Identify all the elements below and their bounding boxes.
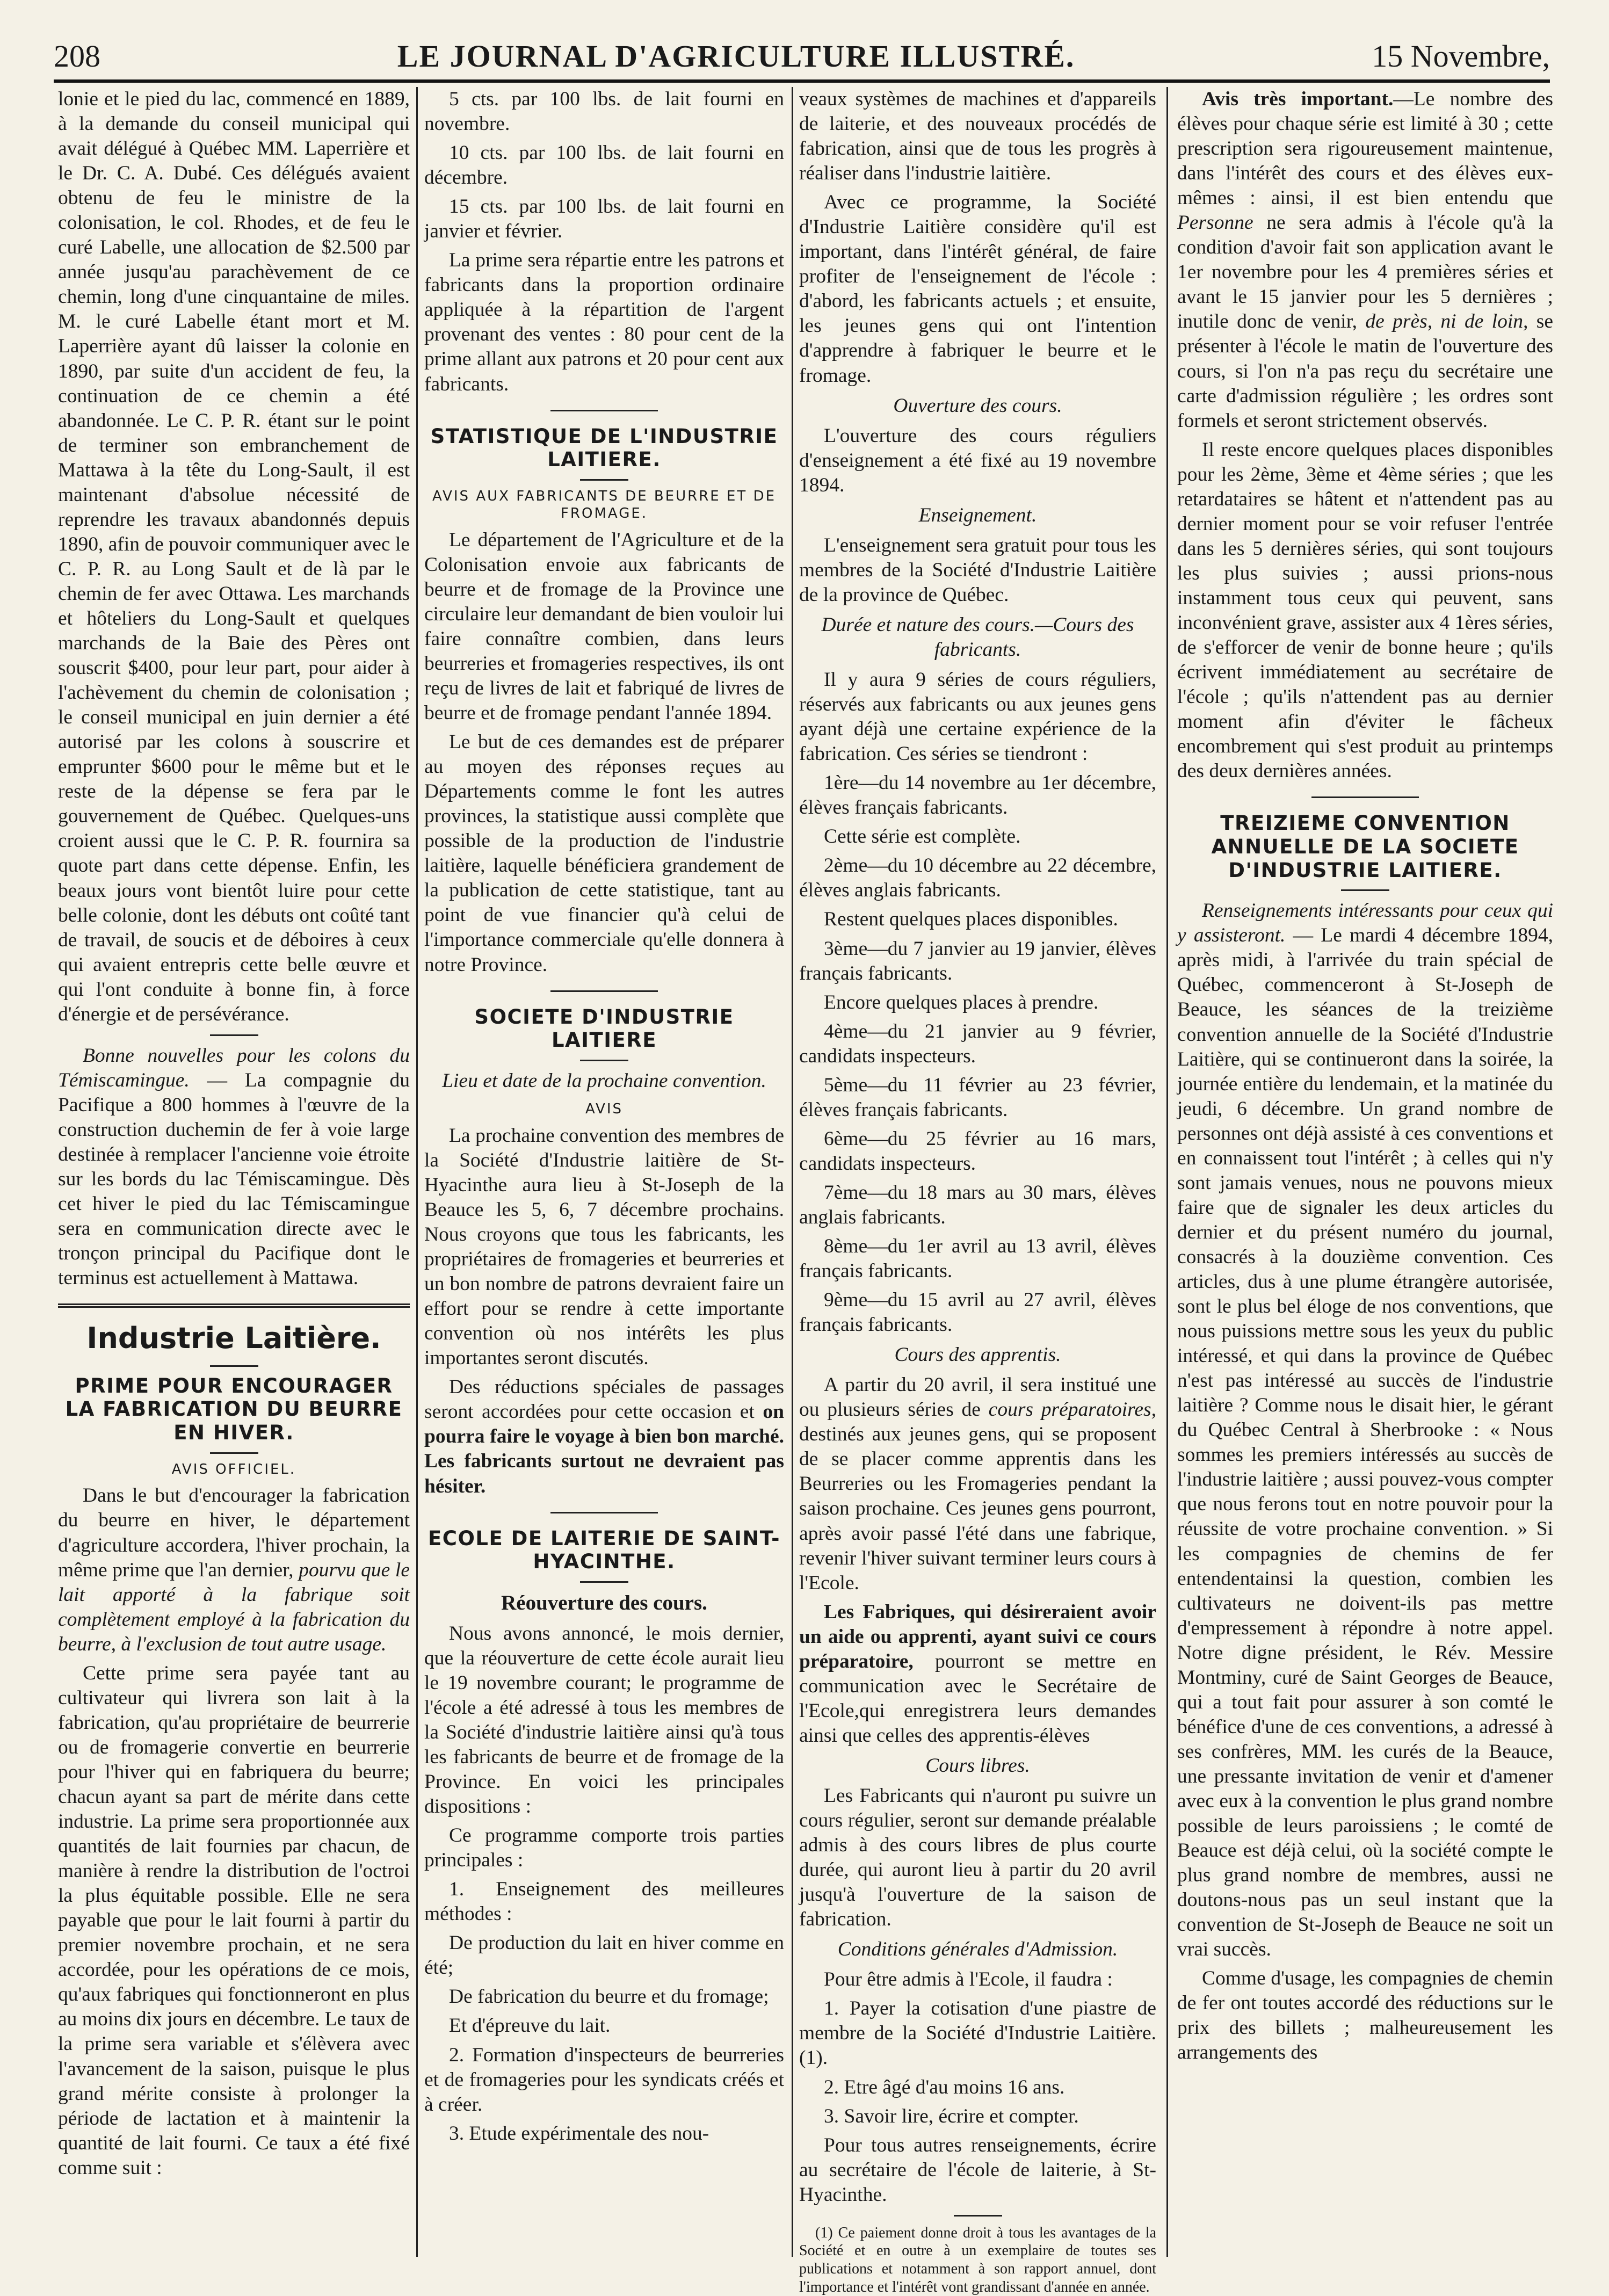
paragraph: L'enseignement sera gratuit pour tous les membres de la Société d'Industrie Laitière de la province de Québec. xyxy=(799,534,1156,606)
paragraph-text: ne sera admis à l'école qu'à la condition d'avoir fait son application avant le 1er novembre pour les 4 premières séries et avant le 15 janvier pour les 5 dernières ; inutile donc de venir, xyxy=(1177,212,1553,333)
bold-lead: Avis très important. xyxy=(1202,88,1394,110)
emphasis: de près, ni de loin, xyxy=(1365,310,1528,333)
lead-in: Renseignements intéressants pour ceux qui y assisteront. xyxy=(1177,900,1553,947)
list-item: 2. Formation d'inspecteurs de beurreries et de fromageries pour les syndicats créés et à créer. xyxy=(424,2044,784,2116)
rate-line: 5 cts. par 100 lbs. de lait fourni en novembre. xyxy=(424,88,784,135)
subheading: Cours des apprentis. xyxy=(894,1344,1061,1366)
paragraph-text: se présenter à l'école le matin de l'ouverture des cours, si l'on n'a pas reçu du secrétaire une carte d'admission régulière ; les ordres sont formels et seront strictement observés. xyxy=(1177,310,1553,432)
paragraph: Avec ce programme, la Société d'Industrie Laitière considère qu'il est important, dans l'intérêt général, de faire profiter de l'enseignement de l'école : d'abord, les fabricants actuels ; et ensuite, les jeunes gens qui ont l'intention d'apprendre à fabriquer le beurre et le fromage. xyxy=(799,191,1156,387)
divider xyxy=(954,2215,1002,2217)
paragraph: Le département de l'Agriculture et de la Colonisation envoie aux fabricants de beurre et de fromage de la Province une circulaire leur demandant de bien vouloir lui faire connaître combien, dans leurs beurreries et fromageries respectives, ils ont reçu de livres de lait et fabriqué de livres de beurre et de fromage pendant l'année 1894. xyxy=(424,528,784,725)
paragraph: Nous avons annoncé, le mois dernier, que la réouverture de cette école aurait lieu le 19 novembre courant; le programme de l'école a été adressé à tous les membres de la Société d'industrie laitière ainsi qu'à tous les fabricants de beurre et de fromage de la Province. En voici les principales dispositions : xyxy=(424,1622,784,1818)
ornament-divider xyxy=(550,1512,658,1514)
divider xyxy=(580,1581,628,1583)
list-item: 3. Etude expérimentale des nou- xyxy=(449,2122,709,2145)
paragraph: Le but de ces demandes est de préparer au moyen des réponses reçues au Départements comme le font les autres provinces, la statistique aussi complète que possible de la production de l'industrie laitière, laquelle bénéficiera grandement de la publication de cette statistique, tant au point de vue financier qu'à celui de l'importance commerciale qu'elle donnera à notre Province. xyxy=(424,731,784,976)
bold-text: on pourra faire le voyage à bien bon marché. Les fabricants surtout ne devraient pas hésiter. xyxy=(424,1401,784,1497)
list-item: 5ème—du 11 février au 23 février, élèves français fabricants. xyxy=(799,1074,1156,1121)
paragraph: L'ouverture des cours réguliers d'enseignement a été fixé au 19 novembre 1894. xyxy=(799,424,1156,496)
bold-text: Les Fabriques, qui désireraient avoir un aide ou apprenti, ayant suivi ce cours préparatoire, xyxy=(799,1600,1156,1672)
list-item: Restent quelques places disponibles. xyxy=(824,908,1118,931)
list-item: Cette série est complète. xyxy=(824,825,1021,848)
list-item: 1. Enseignement des meilleures méthodes : xyxy=(424,1878,784,1925)
list-item: 9ème—du 15 avril au 27 avril, élèves français fabricants. xyxy=(799,1289,1156,1336)
page-number: 208 xyxy=(54,39,100,74)
footnote: (1) Ce paiement donne droit à tous les avantages de la Société et en outre à un exemplaire de toutes ses publications et notamment à son rapport annuel, dont l'importance et l'intérêt vont grandissant d'année en année. xyxy=(799,2224,1156,2295)
paragraph: Ce programme comporte trois parties principales : xyxy=(424,1824,784,1872)
paragraph-text: destinés aux jeunes gens, qui se proposent de se placer comme apprentis dans les Beurreries ou les Fromageries pendant la saison prochaine. Ces jeunes gens pourront, après avoir passé l'été dans une fabrique, revenir l'hiver suivant terminer leurs cours à l'Ecole. xyxy=(799,1423,1156,1594)
divider xyxy=(210,1365,258,1367)
article-title: TREIZIEME CONVENTION ANNUELLE DE LA SOCIETE D'INDUSTRIE LAITIERE. xyxy=(1211,812,1519,882)
paragraph xyxy=(58,1044,410,1291)
article-title: SOCIETE D'INDUSTRIE LAITIERE xyxy=(474,1005,734,1052)
list-item: 4ème—du 21 janvier au 9 février, candidats inspecteurs. xyxy=(799,1020,1156,1067)
column-divider xyxy=(416,87,418,2257)
paragraph: lonie et le pied du lac, commencé en 1889, à la demande du conseil municipal qui avait délégué à Québec MM. Laperrière et le Dr. C. A. Dubé. Ces délégués avaient obtenu de feu le ministre de la colonisation, le col. Rhodes, et de feu le curé Labelle, une allocation de $2.500 par année jusqu'au parachèvement de ce chemin, long d'une cinquantaine de miles. M. le curé Labelle étant mort et M. Laperrière ayant dû laisser la colonie en 1890, par suite d'un accident de feu, la continuation de ce chemin a été abandonnée. Le C. P. R. étant sur le point de terminer son embranchement de Mattawa à la tête du Long-Sault, il est maintenant d'absolue nécessité de reprendre les travaux abandonnés depuis 1890, afin de pouvoir communiquer avec le C. P. R. au Long Sault et de là par le chemin de fer avec Ottawa. Les marchands et hôteliers du Long-Sault et quelques marchands de la Baie des Pères ont souscrit $400, pour leur part, pour aider à l'achèvement du chemin de colonisation ; le conseil municipal en juin dernier a été autorisé par les colons à souscrire et emprunter $600 pour le même but et le reste de la dépense se fera par le gouvernement de Québec. Quelques-uns croient aussi que le C. P. R. fournira sa quote part dans cette dépense. Enfin, les beaux jours vont bientôt luire pour cette belle colonie, dont les débuts ont coûté tant de travail, de soucis et de déboires à ceux qui avaient entrepris cette belle œuvre et qui l'ont conduite à bonne fin, à force d'énergie et de persévérance. xyxy=(58,88,410,1025)
list-item: 1. Payer la cotisation d'une piastre de membre de la Société d'Industrie Laitière. (1). xyxy=(799,1997,1156,2069)
paragraph xyxy=(1177,87,1553,433)
divider xyxy=(210,1452,258,1454)
header-rule xyxy=(54,79,1550,83)
article-title: STATISTIQUE DE L'INDUSTRIE LAITIERE. xyxy=(430,424,778,472)
paragraph-text: — Le mardi 4 décembre 1894, après midi, à l'arrivée du train spécial de Québec, commenceront à St-Joseph de Beauce, les séances de la treizième convention annuelle de la Société d'Industrie Laitière, qui se continueront dans la soirée, la journée entière du lendemain, et la matinée du jeudi, 6 décembre. Un grand nombre de personnes ont déjà assisté à ces conventions et en connaissent tout l'intérêt ; à celles qui n'y sont jamais venues, nous ne pouvons mieux faire que de signaler les deux articles du dernier et du présent numéro du journal, consacrés à la douzième convention. Ces articles, dus à une plume étrangère autorisée, sont le plus bel éloge de nos conventions, que nous puissions mettre sous les yeux du public intéressé, et qui dans la province de Québec n'est pas intéressé au succès de l'industrie laitière ? Comme nous le disait hier, le gérant du Québec Central à Sherbrooke : « Nous sommes les premiers intéressés au succès de l'industrie laitière ; aussi pouvez-vous compter que nous ferons tout en notre pouvoir pour la réussite de votre prochaine convention. » Si les compagnies de chemins de fer entendentainsi la question, combien les cultivateurs ne doivent-ils pas mettre d'empressement à répondre à notre appel. Notre digne président, le Rév. Messire Montminy, curé de Saint Georges de Beauce, qui a tout fait pour assurer à son comté le bénéfice d'une de ces conventions, a adressé à ses confrères, MM. les curés de la Beauce, une pressante invitation de venir et d'amener avec eux à la convention le plus grand nombre possible de leurs paroissiens ; le comté de Beauce est déjà celui, où la société compte le plus grand nombre de membres, aussi ne doutons-nous pas un seul instant que la convention de St-Joseph de Beauce ne soit un vrai succès. xyxy=(1177,924,1553,1961)
list-item: De production du lait en hiver comme en été; xyxy=(424,1932,784,1979)
divider xyxy=(580,1060,628,1061)
notice-label: AVIS AUX FABRICANTS DE BEURRE ET DE FROMAGE. xyxy=(432,488,777,522)
page-header xyxy=(54,27,1550,74)
paragraph: La prochaine convention des membres de la Société d'Industrie laitière de St-Hyacinthe aura lieu à St-Joseph de la Beauce les 5, 6, 7 décembre prochains. Nous croyons que tous les fabricants, les propriétaires de fromageries et beurreries et un bon nombre de patrons devraient faire un effort pour se rendre à cette importante convention où nos intérêts les plus importantes seront discutés. xyxy=(424,1124,784,1370)
paragraph: Comme d'usage, les compagnies de chemin de fer ont toutes accordé des réductions sur le prix des billets ; malheureusement les arrangements des xyxy=(1177,1967,1553,2064)
paragraph: Il y aura 9 séries de cours réguliers, réservés aux fabricants ou aux jeunes gens ayant déjà une certaine expérience de la fabrication. Ces séries se tiendront : xyxy=(799,669,1156,765)
subheading: Réouverture des cours. xyxy=(501,1591,707,1614)
lead-in: Bonne nouvelles pour les colons du Témiscamingue. xyxy=(58,1044,410,1091)
divider xyxy=(580,479,628,481)
list-item: 6ème—du 25 février au 16 mars, candidats inspecteurs. xyxy=(799,1127,1156,1175)
list-item: 1ère—du 14 novembre au 1er décembre, élèves français fabricants. xyxy=(799,772,1156,819)
divider xyxy=(1341,889,1389,891)
paragraph: La prime sera répartie entre les patrons et fabricants dans la proportion ordinaire appliquée à la répartition de l'argent provenant des ventes : 80 pour cent de la prime allant aux patrons et 20 pour cent aux fabricants. xyxy=(424,249,784,395)
emphasis: Personne xyxy=(1177,212,1253,234)
divider xyxy=(210,1034,258,1036)
list-item: 3. Savoir lire, écrire et compter. xyxy=(824,2105,1079,2127)
column-1 xyxy=(58,87,410,2257)
list-item: 7ème—du 18 mars au 30 mars, élèves anglais fabricants. xyxy=(799,1181,1156,1228)
section-title: Industrie Laitière. xyxy=(86,1321,381,1356)
paragraph-text: pourront se mettre en communication avec le Secrétaire de l'Ecole,qui enregistrera leurs demandes ainsi que celles des apprentis-élèves xyxy=(799,1650,1156,1747)
paragraph-text: — La compagnie du Pacifique a 800 hommes à l'œuvre de la construction duchemin de fer à voie large destinée à remplacer l'ancienne voie étroite sur les bords du lac Témiscamingue. Dès cet hiver le pied du lac Témiscamingue sera en communication directe avec le tronçon principal du Pacifique dont le terminus est actuellement à Mattawa. xyxy=(58,1069,410,1290)
list-item: Encore quelques places à prendre. xyxy=(824,991,1099,1013)
column-divider xyxy=(1166,87,1168,2257)
subheading: Ouverture des cours. xyxy=(893,394,1062,417)
article-title: ECOLE DE LAITERIE DE SAINT-HYACINTHE. xyxy=(428,1526,780,1574)
rate-line: 10 cts. par 100 lbs. de lait fourni en décembre. xyxy=(424,142,784,189)
list-item: 2ème—du 10 décembre au 22 décembre, élèves anglais fabricants. xyxy=(799,854,1156,902)
issue-date: 15 Novembre, xyxy=(1372,39,1550,74)
paragraph: Cette prime sera payée tant au cultivateur qui livrera son lait à la fabrication, qu'au propriétaire de beurrerie ou de fromagerie convertie en beurrerie pour l'hiver qui en fabriquera du beurre; chacun ayant sa part de mérite dans cette industrie. La prime sera proportionnée aux quantités de lait fournies par chacun, de manière à rendre la distribution de l'octroi la plus équitable possible. Elle ne sera payable que pour le lait fourni à partir du premier novembre prochain, et ne sera accordée, pour les opérations de ce mois, qu'aux fabriques qui fonctionneront en plus au moins dix jours en décembre. Le taux de la prime sera variable et s'élèvera avec l'avancement de la saison, puisque le plus grand mérite consiste à prolonger la période de lactation et à maintenir la quantité de lait fourni. Ce taux a été fixé comme suit : xyxy=(58,1662,410,2179)
paragraph-text: Des réductions spéciales de passages seront accordées pour cette occasion et xyxy=(424,1376,784,1423)
list-item: De fabrication du beurre et du fromage; xyxy=(449,1986,769,2008)
paragraph xyxy=(424,1375,784,1498)
subheading: Conditions générales d'Admission. xyxy=(837,1938,1118,1961)
column-4 xyxy=(1177,87,1553,2257)
paragraph-text: A partir du 20 avril, il sera institué une ou plusieurs séries de xyxy=(799,1374,1156,1421)
emphasis: cours préparatoires, xyxy=(980,1399,1156,1421)
list-item: 3ème—du 7 janvier au 19 janvier, élèves français fabricants. xyxy=(799,937,1156,984)
list-item: 2. Etre âgé d'au moins 16 ans. xyxy=(824,2076,1065,2098)
subheading: Lieu et date de la prochaine convention. xyxy=(442,1069,766,1092)
ornament-divider xyxy=(550,990,658,993)
paragraph: Pour tous autres renseignements, écrire au secrétaire de l'école de laiterie, à St-Hyacinthe. xyxy=(799,2134,1156,2206)
paragraph xyxy=(58,1483,410,1656)
subheading: Enseignement. xyxy=(918,504,1037,526)
paragraph xyxy=(799,1373,1156,1595)
journal-title: LE JOURNAL D'AGRICULTURE ILLUSTRÉ. xyxy=(397,39,1075,74)
notice-label: AVIS xyxy=(585,1100,624,1117)
paragraph xyxy=(1177,899,1553,1962)
subheading: Durée et nature des cours.—Cours des fabricants. xyxy=(821,613,1134,661)
paragraph-text: —Le nombre des élèves pour chaque série est limité à 30 ; cette prescription sera rigoureusement maintenue, dans l'intérêt des cours et des élèves eux-mêmes : ainsi, il est bien entendu que xyxy=(1177,88,1554,209)
paragraph xyxy=(799,1600,1156,1748)
paragraph: Il reste encore quelques places disponibles pour les 2ème, 3ème et 4ème séries ; que les retardataires se hâtent et n'attendent pas au dernier moment pour se voir refuser l'entrée dans les 5 dernières séries, qui sont toujours les plus suivies ; aussi prions-nous instamment tous ceux qui peuvent, sans inconvénient grave, assister aux 4 1ères séries, de s'efforcer de venir de bonne heure ; qu'ils écrivent immédiatement au secrétaire de l'école ; qu'ils n'attendent pas au dernier moment afin d'éviter le fâcheux encombrement qui s'est produit au printemps des deux dernières années. xyxy=(1177,438,1553,783)
notice-label: AVIS OFFICIEL. xyxy=(171,1461,296,1477)
paragraph: Les Fabricants qui n'auront pu suivre un cours régulier, seront sur demande préalable admis à des cours libres de plus courte durée, qui auront lieu à partir du 20 avril jusqu'à l'ouverture de la saison de fabrication. xyxy=(799,1785,1156,1931)
rate-line: 15 cts. par 100 lbs. de lait fourni en janvier et février. xyxy=(424,195,784,243)
column-3 xyxy=(799,87,1156,2295)
list-item: 8ème—du 1er avril au 13 avril, élèves français fabricants. xyxy=(799,1235,1156,1283)
column-divider xyxy=(792,87,793,2257)
subheading: Cours libres. xyxy=(925,1754,1030,1777)
section-rule xyxy=(58,1303,410,1308)
paragraph-text: Dans le but d'encourager la fabrication du beurre en hiver, le département d'agriculture accordera, l'hiver prochain, la même prime que l'an dernier, xyxy=(58,1484,410,1581)
ornament-divider xyxy=(550,410,658,412)
paragraph: veaux systèmes de machines et d'appareils de laiterie, et des nouveaux procédés de fabrication, ainsi que de tous les progrès à réaliser dans l'industrie laitière. xyxy=(799,88,1156,185)
ornament-divider xyxy=(1311,796,1419,799)
list-item: Et d'épreuve du lait. xyxy=(449,2015,611,2037)
article-title: PRIME POUR ENCOURAGER LA FABRICATION DU BEURRE EN HIVER. xyxy=(65,1374,403,1444)
emphasis: pourvu que le lait apporté à la fabrique soit complètement employé à la fabrication du beurre, à l'exclusion de tout autre usage. xyxy=(58,1559,410,1655)
column-2 xyxy=(424,87,784,2257)
paragraph: Pour être admis à l'Ecole, il faudra : xyxy=(824,1968,1113,1991)
